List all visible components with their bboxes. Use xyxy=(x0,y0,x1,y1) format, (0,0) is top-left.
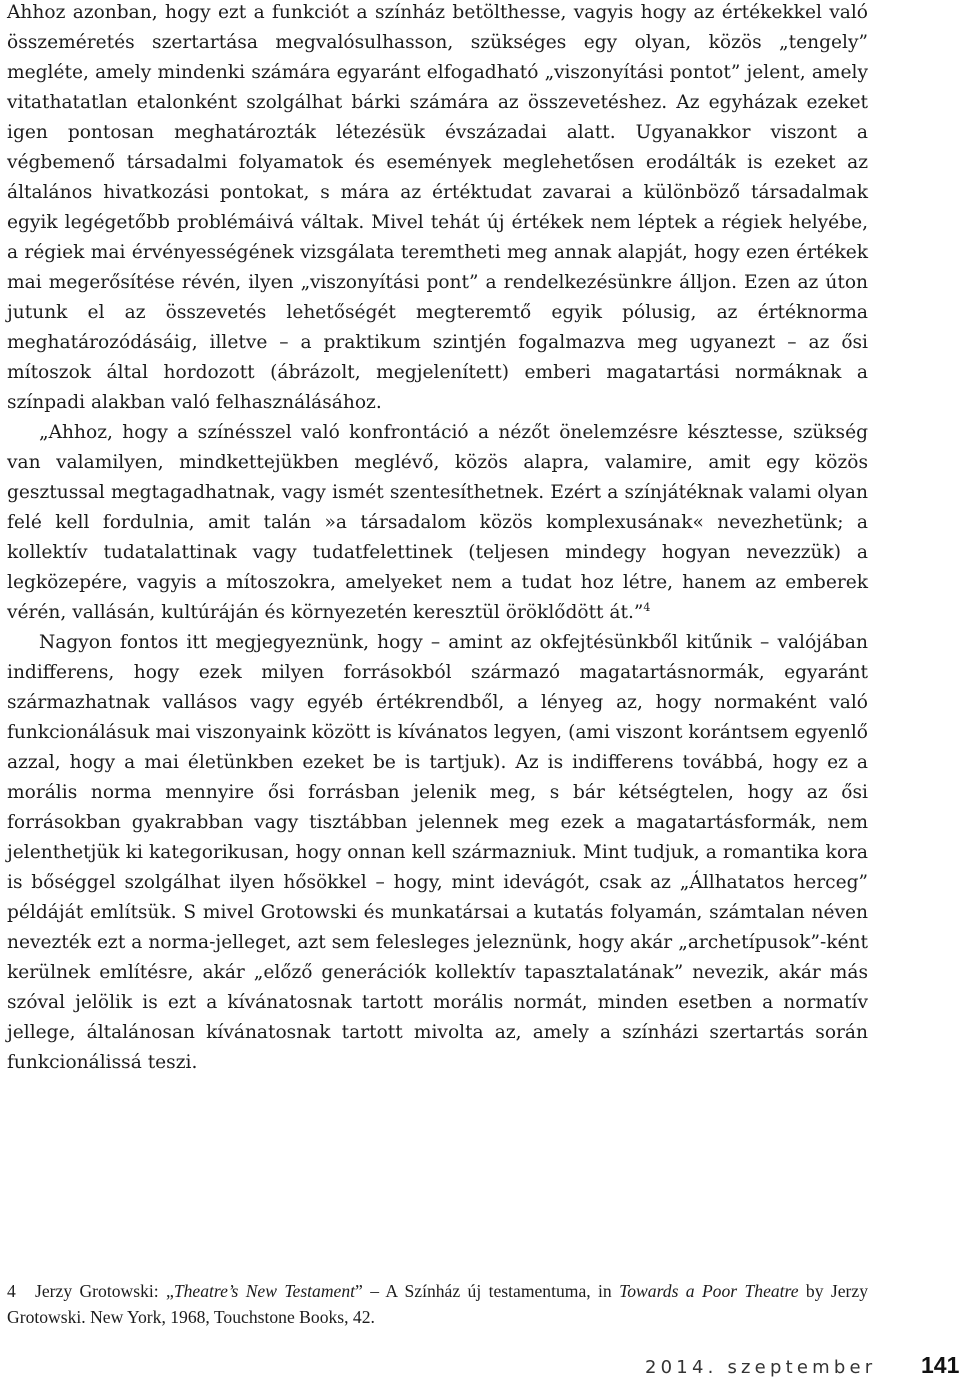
footnote-number: 4 xyxy=(7,1281,16,1301)
footnote-middle: ” – A Színház új testamentuma, in xyxy=(355,1281,620,1301)
quote-text: „Ahhoz, hogy a színésszel való konfrontáció a nézőt önelemzésre késztesse, szükség van valamilyen, mindkettejükben meglévő, közös alapra, valamire, amit egy közös gesztussal megtagadhatnak, vagy ismét szentesíthetnek. Ezért a színjátéknak valami olyan felé kell fordulnia, amit talán »a társadalom közös komplexusának« nevezhetünk; a kollektív tudatalattinak vagy tudatfelettinek (teljesen mindegy hogyan nevezzük) a legközepére, vagyis a mítoszokra, amelyeket nem a tudat hoz létre, hanem az emberek vérén, vallásán, kultúráján és környezetén keresztül öröklődött át.” xyxy=(7,422,868,623)
body-text xyxy=(7,0,868,1078)
page-number: 141 xyxy=(921,1352,960,1378)
footnote-reference: 4 xyxy=(643,601,651,614)
footnote xyxy=(7,1278,868,1330)
footnote-title: Theatre’s New Testament xyxy=(173,1281,356,1301)
footnote-prefix: Jerzy Grotowski: „ xyxy=(35,1281,174,1301)
paragraph-1: Ahhoz azonban, hogy ezt a funkciót a színház betölthesse, vagyis hogy az értékekkel való összeméretés szertartása megvalósulhasson, szükséges egy olyan, közös „tengely” megléte, amely mindenki számára egyaránt elfogadható „viszonyítási pontot” jelent, amely vitathatatlan etalonként szolgálhat bárki számára az összevetéshez. Az egyházak ezeket igen pontosan meghatározták létezésük évszázadai alatt. Ugyanakkor viszont a végbemenő társadalmi folyamatok és események meglehetősen erodálták is ezeket az általános hivatkozási pontokat, s mára az értéktudat zavarai a különböző társadalmak egyik legégetőbb problémáivá váltak. Mivel tehát új értékek nem léptek a régiek helyébe, a régiek mai érvényességének vizsgálata teremtheti meg annak alapját, hogy ezen értékek mai megerősítése révén, ilyen „viszonyítási pont” a rendelkezésünkre álljon. Ezen az úton jutunk el az összevetés lehetőségét megteremtő egyik pólusig, az értéknorma meghatározódásáig, illetve – a praktikum szintjén fogalmazva meg ugyanezt – az ősi mítoszok által hordozott (ábrázolt, megjelenített) emberi magatartási normáknak a színpadi alakban való felhasználásához. xyxy=(7,2,868,413)
footer-issue-date: 2014. szeptember xyxy=(645,1357,877,1378)
paragraph-2-quote xyxy=(7,418,868,628)
footnote-suffix: by Jerzy Grotowski. New York, 1968, Touchstone Books, 42. xyxy=(7,1281,868,1327)
paragraph-3: Nagyon fontos itt megjegyeznünk, hogy – amint az okfejtésünkből kitűnik – valójában indifferens, hogy ezek milyen forrásokból származó magatartásnormák, egyaránt származhatnak vallásos vagy egyéb értékrendből, a lényeg az, hogy normaként való funkcionálásuk mai viszonyaink között is kívánatos legyen, (ami viszont korántsem egyenlő azzal, hogy a mai életünkben ezeket be is tartjuk). Az is indifferens továbbá, hogy ez a morális norma mennyire ősi forrásban jelenik meg, s bár kétségtelen, hogy az ősi forrásokban gyakrabban vagy tisztábban jelennek meg ezek a magatartásformák, nem jelenthetjük ki kategorikusan, hogy onnan kell származniuk. Mint tudjuk, a romantika kora is bőséggel szolgálhat ilyen hősökkel – hogy, mint idevágót, csak az „Állhatatos herceg” példáját említsük. S mivel Grotowski és munkatársai a kutatás folyamán, számtalan néven nevezték ezt a norma-jelleget, azt sem felesleges jeleznünk, hogy akár „archetípusok”-ként kerülnek említésre, akár „előző generációk kollektív tapasztalatának” nevezik, akár más szóval jelölik is ezt a kívánatosnak tartott morális normát, minden esetben a normatív jellege, általánosan kívánatosnak tartott mivolta az, amely a színházi szertartás során funkcionálissá teszi. xyxy=(7,632,868,1073)
footnote-book-title: Towards a Poor Theatre xyxy=(619,1281,799,1301)
